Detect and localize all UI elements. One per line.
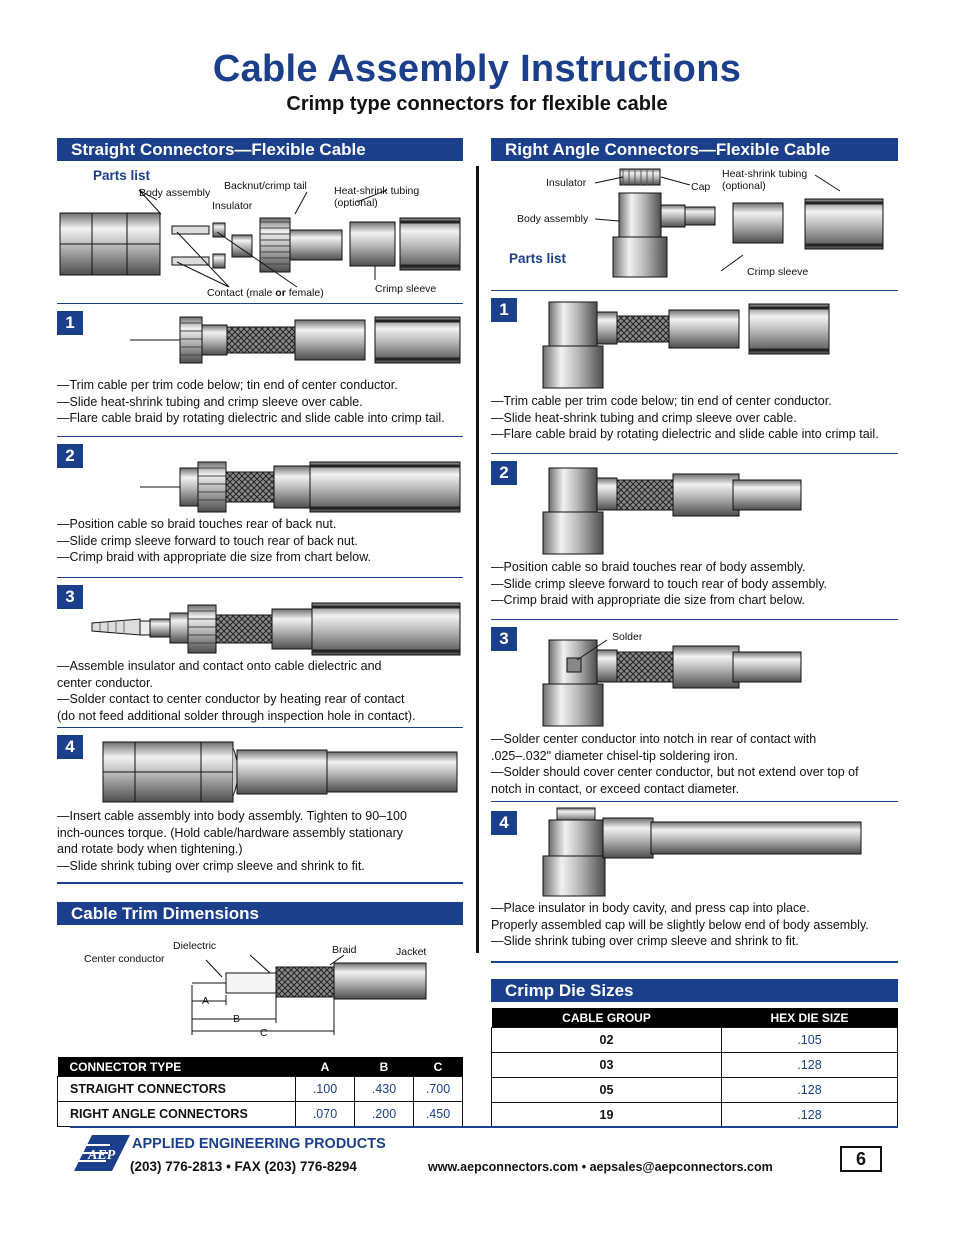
- label-ra-solder: Solder: [612, 631, 643, 643]
- label-braid: Braid: [332, 944, 357, 956]
- label-ra-body-assembly: Body assembly: [517, 213, 589, 225]
- crimp-die-header: HEX DIE SIZE: [722, 1008, 898, 1028]
- ra-step-3-badge: 3: [491, 627, 517, 651]
- ra-step-4-badge: 4: [491, 811, 517, 835]
- trim-table-header: A: [296, 1057, 355, 1077]
- ra-step-1-illustration: [543, 300, 833, 392]
- company-phone: (203) 776-2813 • FAX (203) 776-8294: [130, 1159, 357, 1174]
- label-jacket: Jacket: [396, 946, 427, 958]
- table-row: 03 .128: [492, 1053, 898, 1078]
- table-row: RIGHT ANGLE CONNECTORS .070 .200 .450: [58, 1102, 463, 1127]
- straight-section-header: Straight Connectors—Flexible Cable: [57, 138, 463, 161]
- straight-step-1-illustration: [130, 305, 460, 375]
- ra-step-2-text: —Position cable so braid touches rear of body assembly. —Slide crimp sleeve forward to touch rear of body assembly. —Crimp braid with appropriate die size from chart below.: [491, 560, 828, 607]
- trim-table: [57, 1057, 463, 1127]
- label-heat-shrink: Heat-shrink tubing: [334, 185, 420, 197]
- label-ra-cap: Cap: [691, 181, 711, 193]
- table-row: 05 .128: [492, 1078, 898, 1103]
- trim-section-header: Cable Trim Dimensions: [57, 902, 463, 925]
- aep-logo: [66, 1131, 132, 1175]
- crimp-die-header: CABLE GROUP: [492, 1008, 722, 1028]
- trim-dim-a: A: [202, 995, 210, 1007]
- crimp-die-section-header: Crimp Die Sizes: [491, 979, 898, 1002]
- straight-step-3-illustration: [92, 595, 462, 665]
- trim-table-header: CONNECTOR TYPE: [58, 1057, 296, 1077]
- ra-step-3-text: —Solder center conductor into notch in rear of contact with .025–.032" diameter chisel-tip soldering iron. —Solder should cover center conductor, but not extend over top of notch in contact, or exceed contact diameter.: [491, 732, 859, 796]
- straight-step-3-badge: 3: [57, 585, 83, 609]
- right-angle-section-header: Right Angle Connectors—Flexible Cable: [491, 138, 898, 161]
- right-angle-parts-illustration: [595, 165, 895, 285]
- straight-step-2-illustration: [140, 452, 460, 522]
- trim-table-header: B: [355, 1057, 414, 1077]
- table-row: 02 .105: [492, 1028, 898, 1053]
- table-row: 19 .128: [492, 1103, 898, 1128]
- column-divider: [476, 166, 479, 953]
- svg-text:AEP: AEP: [88, 1148, 116, 1163]
- right-angle-parts-list-label: Parts list: [509, 251, 567, 266]
- table-row: STRAIGHT CONNECTORS .100 .430 .700: [58, 1077, 463, 1102]
- page-number: 6: [840, 1146, 882, 1172]
- crimp-die-table: [491, 1008, 898, 1128]
- straight-step-4-badge: 4: [57, 735, 83, 759]
- label-ra-insulator: Insulator: [546, 177, 587, 189]
- ra-step-2-badge: 2: [491, 461, 517, 485]
- company-web[interactable]: www.aepconnectors.com • aepsales@aepconnectors.com: [428, 1160, 773, 1174]
- label-ra-heat-shrink-optional: (optional): [722, 180, 766, 192]
- label-heat-shrink-optional: (optional): [334, 197, 378, 209]
- straight-step-2-text: —Position cable so braid touches rear of back nut. —Slide crimp sleeve forward to touch rear of back nut. —Crimp braid with appropriate die size from chart below.: [57, 517, 372, 564]
- straight-step-2-badge: 2: [57, 444, 83, 468]
- trim-dim-b: B: [233, 1013, 241, 1025]
- label-ra-crimp-sleeve: Crimp sleeve: [747, 266, 809, 278]
- straight-parts-list-label: Parts list: [93, 168, 151, 183]
- page-title: Cable Assembly Instructions: [212, 48, 742, 90]
- label-crimp-sleeve: Crimp sleeve: [375, 283, 437, 295]
- ra-step-2-illustration: [543, 466, 803, 558]
- straight-step-4-illustration: [103, 740, 463, 810]
- label-insulator: Insulator: [212, 200, 253, 212]
- straight-step-1-badge: 1: [57, 311, 83, 335]
- ra-step-3-illustration: [543, 638, 803, 730]
- company-name: APPLIED ENGINEERING PRODUCTS: [132, 1136, 386, 1152]
- label-backnut: Backnut/crimp tail: [224, 180, 307, 192]
- ra-step-1-text: —Trim cable per trim code below; tin end of center conductor. —Slide heat-shrink tubing and crimp sleeve over cable. —Flare cable braid by rotating dielectric and slide cable into crimp tail.: [491, 394, 879, 441]
- ra-step-1-badge: 1: [491, 298, 517, 322]
- label-center-conductor: Center conductor: [84, 953, 165, 965]
- straight-step-4-text: —Insert cable assembly into body assembly. Tighten to 90–100 inch-ounces torque. (Hold cable/hardware assembly stationary and rotate body when tightening.) —Slide shrink tubing over crimp sleeve and shrink to fit.: [57, 809, 407, 873]
- trim-dim-c: C: [260, 1027, 268, 1039]
- label-ra-heat-shrink: Heat-shrink tubing: [722, 168, 808, 180]
- ra-step-4-illustration: [543, 806, 863, 898]
- page-subtitle: Crimp type connectors for flexible cable: [286, 93, 668, 115]
- ra-step-4-text: —Place insulator in body cavity, and press cap into place. Properly assembled cap will be slightly below end of body assembly. —Slide shrink tubing over crimp sleeve and shrink to fit.: [491, 901, 869, 948]
- label-dielectric: Dielectric: [173, 940, 217, 952]
- trim-diagram: [180, 955, 440, 1045]
- straight-parts-illustration: [57, 170, 463, 300]
- straight-step-3-text: —Assemble insulator and contact onto cable dielectric and center conductor. —Solder contact to center conductor by heating rear of contact (do not feed additional solder through inspection hole in contact).: [57, 659, 416, 723]
- label-contact: Contact (male or female): [207, 287, 324, 299]
- trim-table-header: C: [414, 1057, 463, 1077]
- straight-step-1-text: —Trim cable per trim code below; tin end of center conductor. —Slide heat-shrink tubing and crimp sleeve over cable. —Flare cable braid by rotating dielectric and slide cable into crimp tail.: [57, 378, 445, 425]
- label-body-assembly: Body assembly: [139, 187, 211, 199]
